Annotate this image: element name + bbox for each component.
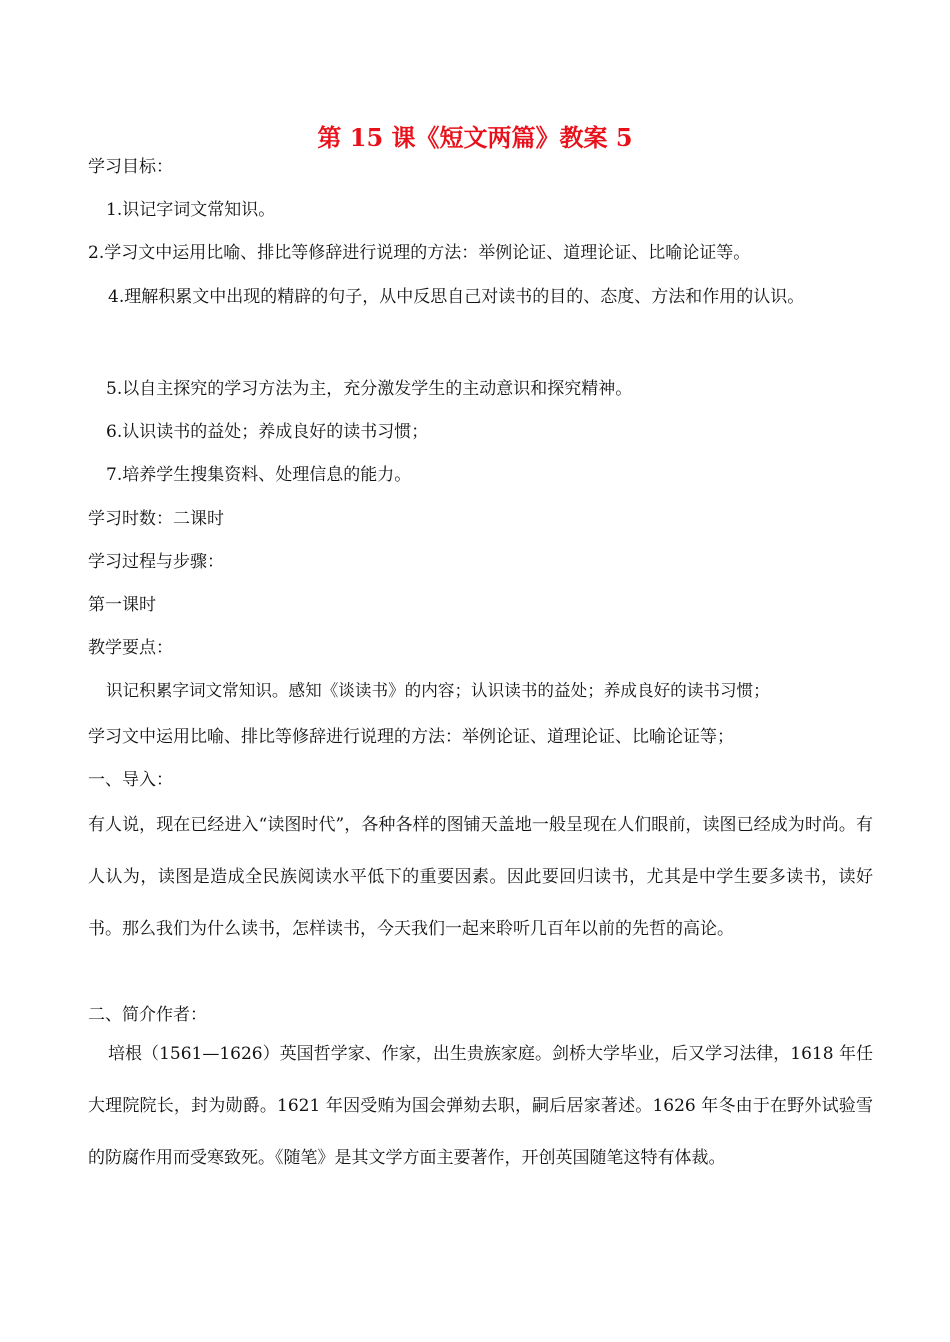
document-title: 第 15 课《短文两篇》教案 5: [317, 123, 633, 152]
objective-5: 5.以自主探究的学习方法为主，充分激发学生的主动意识和探究精神。: [106, 379, 633, 399]
objective-1: 1.识记字词文常知识。: [106, 200, 276, 220]
author-paragraph: 培根（1561—1626）英国哲学家、作家，出生贵族家庭。剑桥大学毕业，后又学习法律，1618 年任大理院院长，封为勋爵。1621 年因受贿为国会弹劾去职，嗣后居家著述。1626 年冬由于在野外试验雪的防腐作用而受寒致死。《随笔》是其文学方面主要著作，开创英国随笔这特有体裁。: [88, 1044, 873, 1168]
key-points-heading: 教学要点：: [88, 638, 173, 658]
key-points-text-2: 学习文中运用比喻、排比等修辞进行说理的方法：举例论证、道理论证、比喻论证等；: [88, 727, 734, 747]
key-points-text: 识记积累字词文常知识。感知《谈读书》的内容；认识读书的益处；养成良好的读书习惯；: [106, 681, 770, 700]
objectives-heading: 学习目标：: [88, 157, 173, 177]
objective-6: 6.认识读书的益处；养成良好的读书习惯；: [106, 422, 429, 442]
objective-4: 4.理解积累文中出现的精辟的句子，从中反思自己对读书的目的、态度、方法和作用的认识。: [108, 287, 805, 307]
section-1-heading: 一、导入：: [88, 770, 173, 790]
intro-paragraph: 有人说，现在已经进入“读图时代”，各种各样的图铺天盖地一般呈现在人们眼前，读图已经成为时尚。有人认为，读图是造成全民族阅读水平低下的重要因素。因此要回归读书，尤其是中学生要多读书，读好书。那么我们为什么读书，怎样读书，今天我们一起来聆听几百年以前的先哲的高论。: [88, 815, 873, 939]
section-2-heading: 二、简介作者：: [88, 1005, 207, 1025]
process-heading: 学习过程与步骤：: [88, 552, 224, 572]
lesson-1-heading: 第一课时: [88, 595, 156, 615]
study-hours: 学习时数：二课时: [88, 509, 224, 529]
objective-2: 2.学习文中运用比喻、排比等修辞进行说理的方法：举例论证、道理论证、比喻论证等。: [88, 243, 751, 263]
objective-7: 7.培养学生搜集资料、处理信息的能力。: [106, 465, 412, 485]
